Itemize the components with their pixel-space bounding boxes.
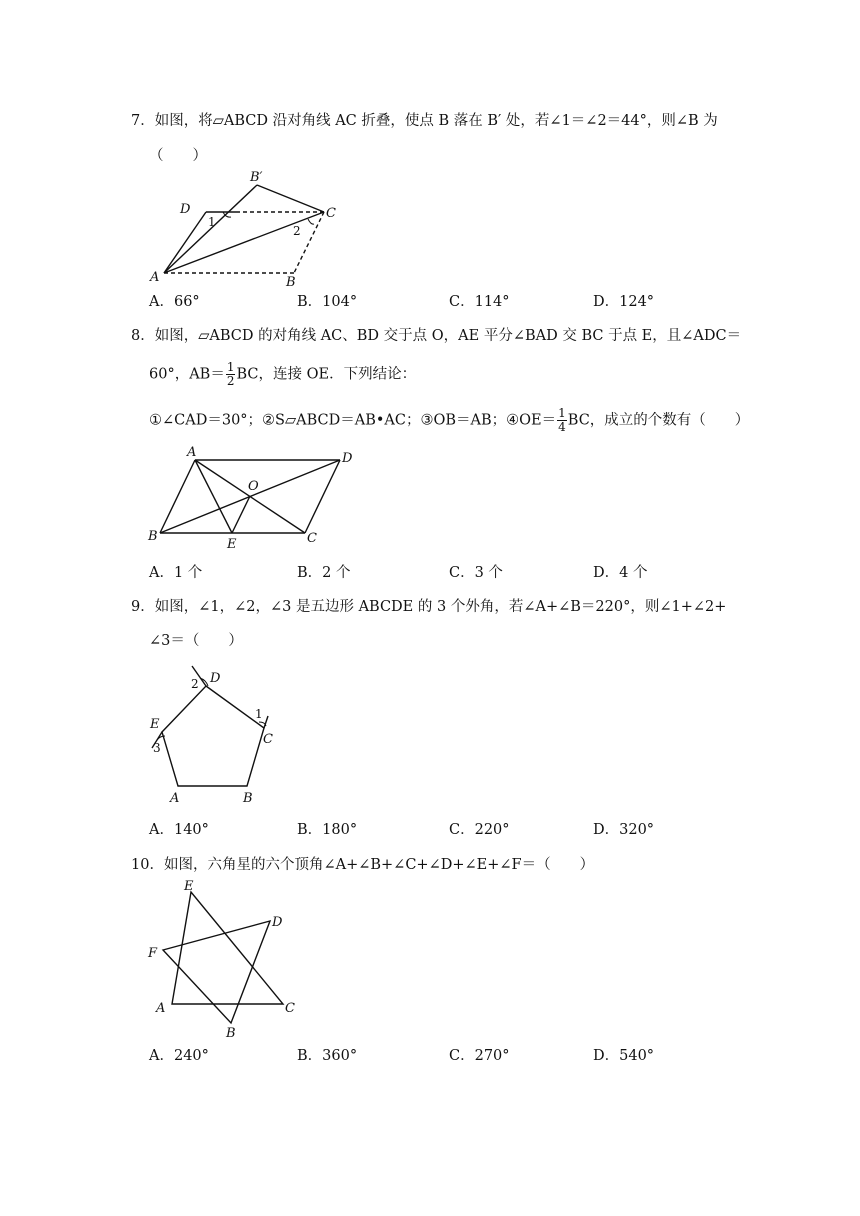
q8-line3-pre: ①∠CAD＝30°；②S▱ABCD＝AB•AC；③OB＝AB；④OE＝ <box>149 412 557 429</box>
q8-option-d[interactable]: D．4 个 <box>593 565 648 581</box>
q9-label-E: E <box>150 717 160 732</box>
q7-label-C: C <box>326 206 336 221</box>
q10-option-b[interactable]: B．360° <box>297 1048 358 1064</box>
q7-option-c[interactable]: C．114° <box>449 294 510 310</box>
q10-label-F: F <box>148 946 158 961</box>
q8-label-D: D <box>342 451 353 466</box>
q8-figure <box>140 440 370 555</box>
q9-label-C: C <box>263 732 273 747</box>
q8-line3-post: BC，成立的个数有（ ） <box>567 412 750 429</box>
q8-option-a[interactable]: A．1 个 <box>149 565 203 581</box>
q9-label-B: B <box>243 791 253 805</box>
q7-label-Bprime: B′ <box>250 170 263 185</box>
q7-text-line2: （ ） <box>149 148 207 164</box>
q9-option-a[interactable]: A．140° <box>149 822 209 838</box>
q7-label-A: A <box>150 270 160 285</box>
q10-label-A: A <box>156 1001 166 1016</box>
q9-label-angle2: 2 <box>191 677 199 691</box>
q10-option-c[interactable]: C．270° <box>449 1048 510 1064</box>
q8-fraction-quarter <box>557 407 567 434</box>
q9-label-angle1: 1 <box>255 707 263 721</box>
q8-label-C: C <box>307 531 317 546</box>
q10-label-D: D <box>272 915 283 930</box>
q7-label-angle1: 1 <box>208 215 216 229</box>
q8-fraction-half-num: 1 <box>226 360 235 374</box>
q7-label-D: D <box>180 202 191 217</box>
q7-option-a[interactable]: A．66° <box>149 294 200 310</box>
q8-fraction-half <box>226 361 236 388</box>
q10-option-a[interactable]: A．240° <box>149 1048 209 1064</box>
q8-label-B: B <box>148 529 158 544</box>
q9-option-d[interactable]: D．320° <box>593 822 655 838</box>
q7-figure <box>140 165 350 290</box>
q8-line2-post: BC，连接 OE．下列结论： <box>236 366 417 383</box>
q10-text-line1: 10．如图，六角星的六个顶角∠A+∠B+∠C+∠D+∠E+∠F＝（ ） <box>131 857 595 873</box>
q8-fraction-half-den: 2 <box>226 374 235 388</box>
q8-fraction-quarter-num: 1 <box>558 406 566 420</box>
q10-label-B: B <box>226 1026 236 1040</box>
q7-label-angle2: 2 <box>293 224 301 238</box>
q9-option-c[interactable]: C．220° <box>449 822 510 838</box>
q8-text-line2 <box>149 361 416 388</box>
q8-label-O: O <box>248 479 259 494</box>
q10-figure <box>140 875 315 1040</box>
q10-label-E: E <box>184 879 194 894</box>
q8-label-A: A <box>187 445 197 460</box>
q9-option-b[interactable]: B．180° <box>297 822 358 838</box>
q8-text-line3 <box>149 407 749 434</box>
q8-label-E: E <box>227 537 237 552</box>
q10-option-d[interactable]: D．540° <box>593 1048 655 1064</box>
q9-label-D: D <box>210 671 221 686</box>
q7-option-b[interactable]: B．104° <box>297 294 358 310</box>
q8-text-line1: 8．如图，▱ABCD 的对角线 AC、BD 交于点 O，AE 平分∠BAD 交 BC 于点 E，且∠ADC＝ <box>131 328 742 344</box>
q7-label-B: B <box>286 275 296 290</box>
q9-text-line1: 9．如图，∠1，∠2，∠3 是五边形 ABCDE 的 3 个外角，若∠A+∠B＝220°，则∠1+∠2+ <box>131 599 727 615</box>
q8-option-c[interactable]: C．3 个 <box>449 565 503 581</box>
q8-fraction-quarter-den: 4 <box>558 420 566 434</box>
q9-figure <box>140 660 290 805</box>
q9-label-A: A <box>170 791 180 805</box>
q9-label-angle3: 3 <box>153 741 161 755</box>
q8-option-b[interactable]: B．2 个 <box>297 565 351 581</box>
q9-text-line2: ∠3＝（ ） <box>149 633 243 649</box>
q8-line2-pre: 60°，AB＝ <box>149 366 225 383</box>
q7-option-d[interactable]: D．124° <box>593 294 655 310</box>
q7-text-line1: 7．如图，将▱ABCD 沿对角线 AC 折叠，使点 B 落在 B′ 处，若∠1＝∠2＝44°，则∠B 为 <box>131 113 718 129</box>
q10-label-C: C <box>285 1001 295 1016</box>
